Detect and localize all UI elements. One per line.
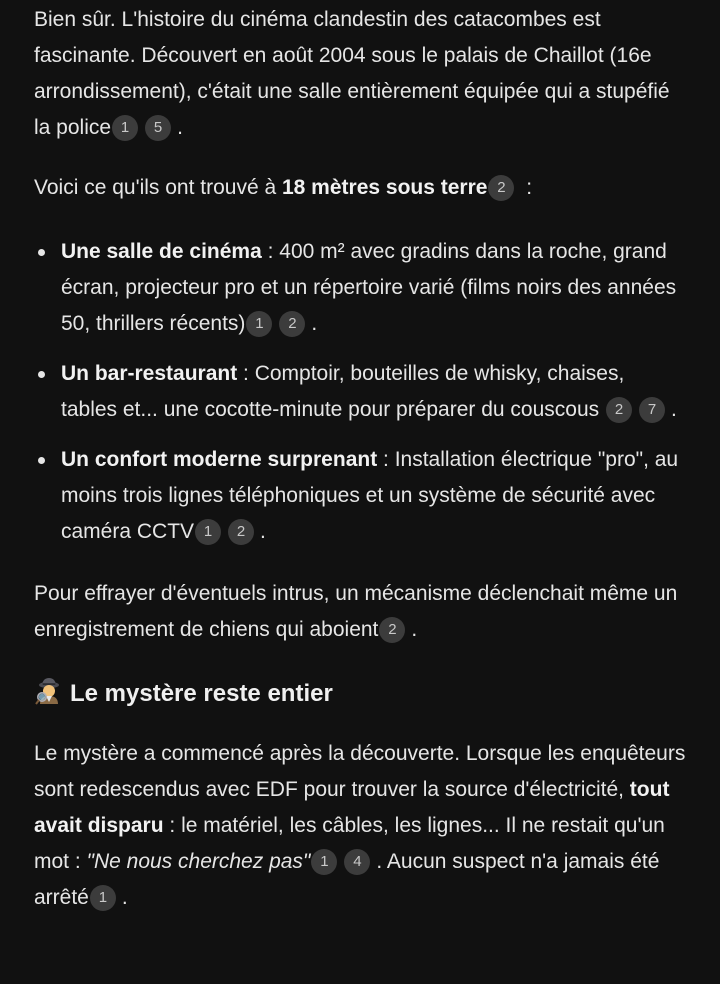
- citation-chip[interactable]: 2: [279, 311, 305, 337]
- citation-chip[interactable]: 1: [90, 885, 116, 911]
- list-item: [61, 356, 686, 428]
- section-heading: [34, 676, 686, 712]
- list-item-title: Un confort moderne surprenant: [61, 448, 378, 471]
- mystery-bold: tout avait disparu: [34, 778, 670, 837]
- mystery-text: . Aucun suspect n'a jamais été arrêté: [34, 850, 660, 909]
- mystery-quote: "Ne nous cherchez pas": [86, 850, 311, 873]
- citation-chip[interactable]: 1: [112, 115, 138, 141]
- citation-chip[interactable]: 2: [379, 617, 405, 643]
- list-item: [61, 234, 686, 342]
- mystery-text: : le matériel, les câbles, les lignes... Il ne restait qu'un mot :: [34, 814, 665, 873]
- findings-list: [34, 234, 686, 550]
- dogs-end: .: [411, 618, 418, 641]
- list-item-text: : Installation électrique "pro", au moins trois lignes téléphoniques et un système de sécurité avec caméra CCTV: [61, 448, 679, 543]
- list-item-text: : 400 m² avec gradins dans la roche, grand écran, projecteur pro et un répertoire varié (films noirs des années 50, thrillers récents): [61, 240, 677, 335]
- found-end: :: [520, 176, 533, 199]
- dogs-paragraph: [34, 576, 686, 648]
- list-item-end: .: [670, 398, 677, 421]
- intro-text: Bien sûr. L'histoire du cinéma clandestin des catacombes est fascinante. Découvert en août 2004 sous le palais de Chaillot (16e arrondissement), c'était une salle entièrement équipée qui a stupéfié la police: [34, 8, 670, 139]
- section-heading-text: Le mystère reste entier: [70, 680, 333, 707]
- dogs-text: Pour effrayer d'éventuels intrus, un mécanisme déclenchait même un enregistrement de chiens qui aboient: [34, 582, 678, 641]
- list-item-title: Un bar-restaurant: [61, 362, 238, 385]
- list-item: [61, 442, 686, 550]
- list-item-end: .: [260, 520, 266, 543]
- citation-chip[interactable]: 1: [246, 311, 272, 337]
- list-item-title: Une salle de cinéma: [61, 240, 262, 263]
- intro-paragraph: [34, 2, 686, 146]
- found-bold: 18 mètres sous terre: [281, 176, 488, 199]
- citation-chip[interactable]: 5: [145, 115, 171, 141]
- mystery-paragraph: [34, 736, 686, 916]
- mystery-text: Le mystère a commencé après la découverte. Lorsque les enquêteurs sont redescendus avec EDF pour trouver la source d'électricité,: [34, 742, 686, 801]
- citation-chip[interactable]: 2: [606, 397, 632, 423]
- citation-chip[interactable]: 1: [311, 849, 337, 875]
- found-text: Voici ce qu'ils ont trouvé à: [34, 176, 282, 199]
- list-item-text: : Comptoir, bouteilles de whisky, chaises, tables et... une cocotte-minute pour préparer du couscous: [61, 362, 625, 421]
- citation-chip[interactable]: 2: [488, 175, 514, 201]
- mystery-end: .: [121, 886, 128, 909]
- citation-chip[interactable]: 1: [195, 519, 221, 545]
- citation-chip[interactable]: 4: [344, 849, 370, 875]
- intro-end: .: [177, 116, 183, 139]
- list-item-end: .: [311, 312, 318, 335]
- detective-icon: [34, 676, 64, 706]
- citation-chip[interactable]: 2: [228, 519, 254, 545]
- found-paragraph: [34, 170, 686, 206]
- citation-chip[interactable]: 7: [639, 397, 665, 423]
